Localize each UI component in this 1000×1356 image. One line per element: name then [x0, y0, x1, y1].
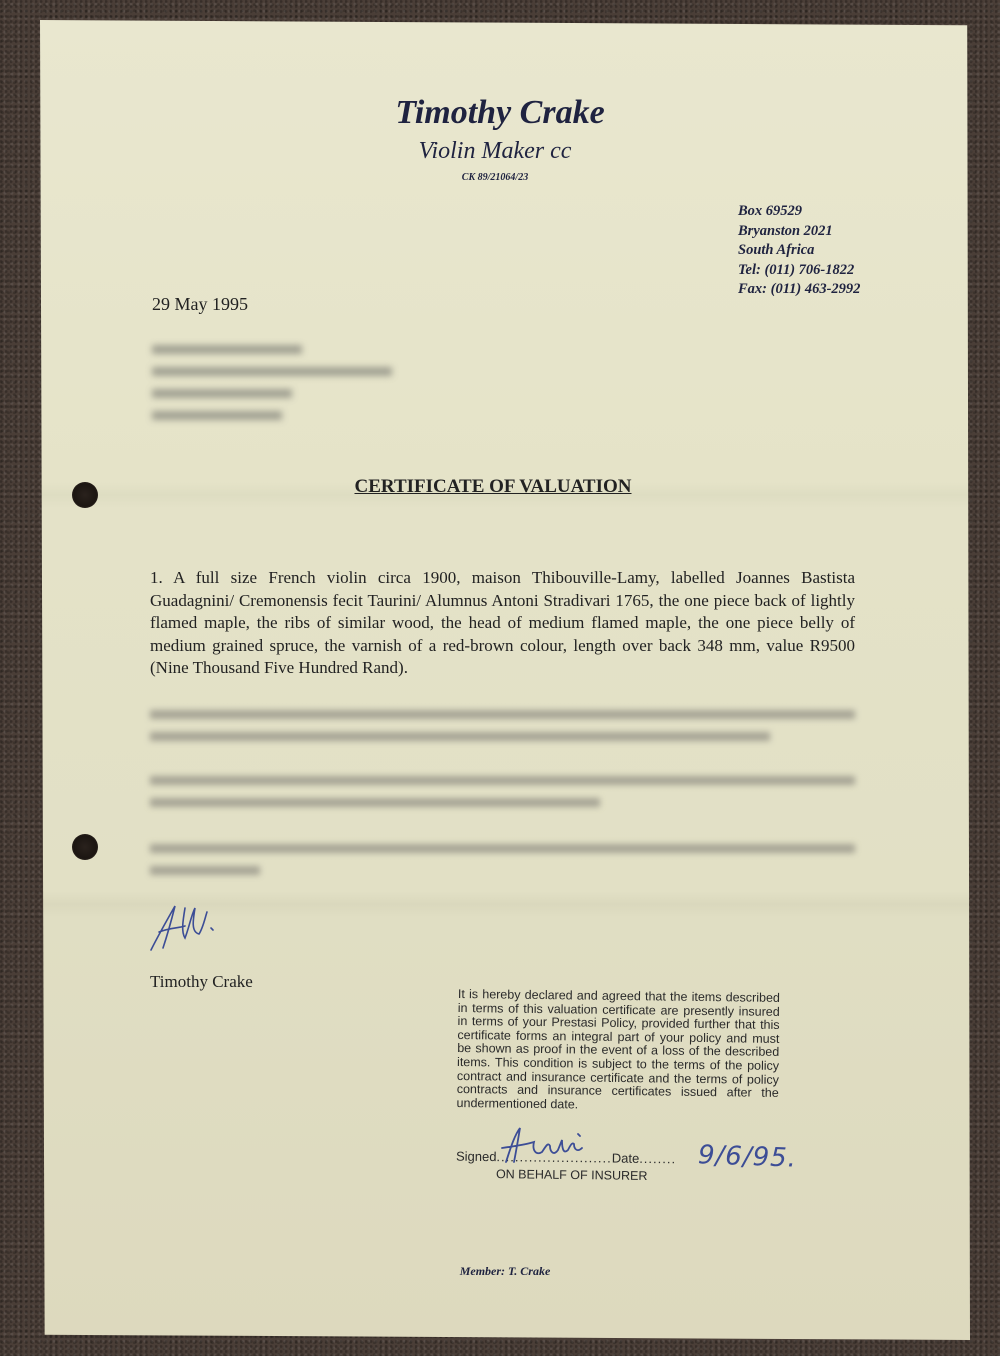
address-line: Bryanston 2021: [738, 222, 833, 239]
on-behalf-of-insurer: ON BEHALF OF INSURER: [495, 1167, 648, 1183]
registration-number: CK 89/21064/23: [461, 172, 529, 183]
address-line: Fax: (011) 463-2992: [738, 281, 861, 297]
signature-date-line: Signed.........................Date........: [455, 1148, 677, 1167]
date-label: Date: [611, 1150, 640, 1166]
valuation-item-1: 1. A full size French violin circa 1900, maison Thibouville-Lamy, labelled Joannes Bastista Guadagnini/ Cremonensis fecit Taurini/ Alumnus Antoni Stradivari 1765, the one piece back of lightly flamed maple, the ribs of similar wood, the head of medium flamed maple, the one piece belly of medium grained spruce, the varnish of a red-brown colour, length over back 348 mm, value R9500 (Nine Thousand Five Hundred Rand).: [150, 568, 855, 677]
address-line: Tel: (011) 706-1822: [738, 261, 855, 278]
insurer-signature: [498, 1122, 608, 1172]
insurance-declaration: It is hereby declared and agreed that the items described in terms of this valuation certificate are presently insured in terms of your Prestasi Policy, provided further that this certificate forms an integral part of your policy and must be shown as proof in the event of a loss of the described items. This condition is subject to the terms of the policy contract and insurance certificate and the terms of policy contracts and insurance certificates issued after the undermentioned date.: [456, 987, 780, 1112]
letter-date: 29 May 1995: [152, 294, 248, 314]
handwritten-date: 9/6/95.: [697, 1140, 798, 1174]
company-address: [738, 202, 938, 300]
recipient-address-redacted: [152, 338, 412, 433]
address-line: Box 69529: [738, 203, 803, 219]
company-tagline: Violin Maker cc: [418, 138, 572, 164]
redacted-item: [150, 838, 855, 888]
redacted-item: [150, 770, 855, 820]
signed-label: Signed: [455, 1148, 497, 1165]
redacted-item: [150, 704, 855, 754]
signatory-name: Timothy Crake: [150, 972, 253, 991]
punch-hole-bottom: [72, 834, 98, 860]
address-line: South Africa: [738, 242, 815, 258]
certificate-title: CERTIFICATE OF VALUATION: [354, 476, 632, 497]
company-name: Timothy Crake: [395, 94, 605, 131]
footer-member: Member: T. Crake: [459, 1264, 551, 1278]
maker-signature: [145, 898, 235, 958]
